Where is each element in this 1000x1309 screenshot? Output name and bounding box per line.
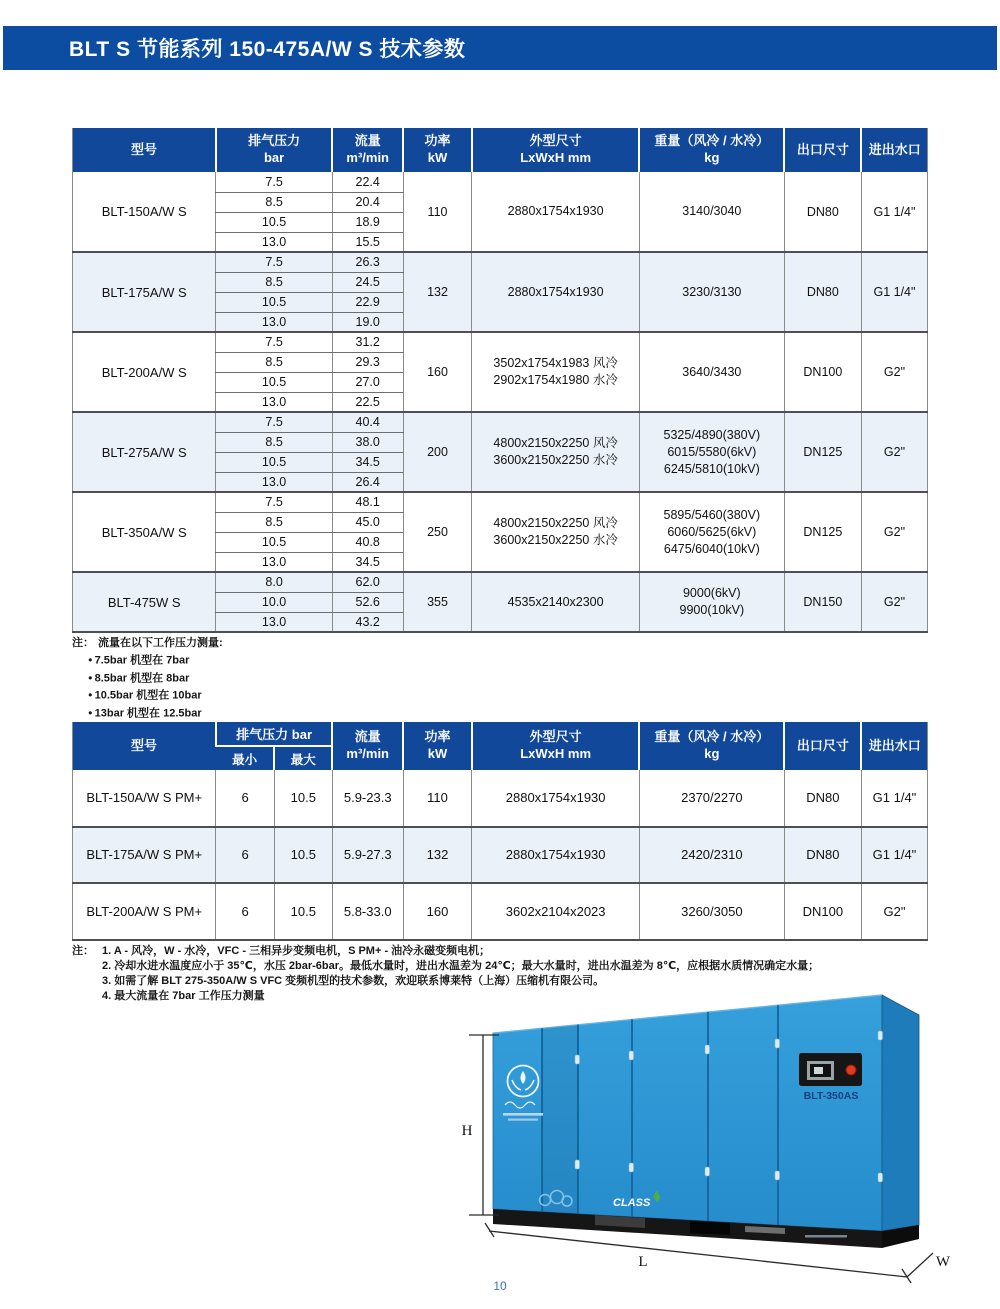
- column-header: [861, 128, 927, 172]
- cell-power: 250: [403, 492, 472, 572]
- class-badge: CLASS: [613, 1197, 651, 1209]
- weight-line: 9000(6kV): [682, 586, 741, 600]
- table-row: [73, 492, 928, 512]
- cell-flow: 48.1: [332, 492, 403, 512]
- model-block: [73, 252, 928, 332]
- model-block: [73, 332, 928, 412]
- cell-model: BLT-475W S: [73, 572, 216, 632]
- cell-flow: 40.4: [332, 412, 403, 432]
- column-header-line: 外型尺寸: [529, 729, 582, 745]
- cell-model: BLT-175A/W S PM+: [73, 827, 216, 884]
- cell-outlet-size: DN125: [784, 492, 861, 572]
- table-body: [73, 770, 928, 940]
- cell-pressure: 8.0: [216, 572, 332, 592]
- cell-pressure-min: 6: [216, 827, 274, 884]
- cell-power: 160: [403, 332, 472, 412]
- table-row: [73, 412, 928, 432]
- cell-flow: 27.0: [332, 372, 403, 392]
- header-row: [73, 128, 928, 172]
- cell-flow: 38.0: [332, 432, 403, 452]
- cell-power: 200: [403, 412, 472, 492]
- cell-flow: 5.8-33.0: [332, 883, 403, 940]
- column-header-line: 外型尺寸: [529, 133, 582, 149]
- cell-dimensions: [472, 572, 640, 632]
- cell-dimensions: [472, 332, 640, 412]
- model-block: [73, 572, 928, 632]
- cell-flow: 34.5: [332, 452, 403, 472]
- note-flow-measurement: [72, 636, 223, 721]
- note-bullet-item: ● 13bar 机型在 12.5bar: [88, 705, 223, 722]
- model-block: [73, 172, 928, 252]
- cell-pressure-min: 6: [216, 883, 274, 940]
- cell-outlet-size: DN80: [784, 252, 861, 332]
- cell-pressure: 7.5: [216, 492, 332, 512]
- cell-outlet-size: DN80: [784, 770, 861, 827]
- column-header: [472, 722, 640, 770]
- cell-water-port: G1 1/4": [861, 827, 927, 884]
- column-header-line: 重量（风冷 / 水冷）: [654, 729, 770, 745]
- table-row: [73, 172, 928, 192]
- cell-pressure: 10.5: [216, 532, 332, 552]
- cell-dimensions: [472, 412, 640, 492]
- cell-flow: 40.8: [332, 532, 403, 552]
- cell-outlet-size: DN100: [784, 332, 861, 412]
- cell-outlet-size: DN80: [784, 172, 861, 252]
- cell-model: BLT-150A/W S: [73, 172, 216, 252]
- cell-pressure: 8.5: [216, 192, 332, 212]
- cell-pressure: 10.5: [216, 212, 332, 232]
- column-header-line: 重量（风冷 / 水冷）: [654, 133, 770, 149]
- cell-pressure-min: 6: [216, 770, 274, 827]
- table-row: [73, 252, 928, 272]
- column-header-line: m³/min: [346, 150, 390, 165]
- cell-model: BLT-275A/W S: [73, 412, 216, 492]
- cell-pressure: 13.0: [216, 552, 332, 572]
- column-header-line: 出口尺寸: [796, 737, 849, 753]
- weight-line: 6245/5810(10kV): [663, 461, 760, 476]
- column-header: [861, 722, 927, 770]
- cell-weight: [639, 492, 784, 572]
- column-subheader: 最小: [216, 746, 274, 770]
- column-header-line: 功率: [424, 133, 451, 149]
- cell-dimensions: [472, 252, 640, 332]
- cabinet-side-face: [882, 995, 919, 1231]
- column-header-line: 型号: [130, 737, 157, 753]
- panel-strip-shade: [542, 1025, 578, 1214]
- column-header-line: LxWxH mm: [520, 746, 592, 761]
- cell-pressure-max: 10.5: [274, 770, 332, 827]
- cell-pressure-max: 10.5: [274, 883, 332, 940]
- cell-weight: [639, 172, 784, 252]
- note-label: 注：: [72, 637, 94, 649]
- column-header: [73, 722, 216, 770]
- cell-weight: 2420/2310: [639, 827, 784, 884]
- cell-flow: 15.5: [332, 232, 403, 252]
- cell-weight: [639, 332, 784, 412]
- cell-water-port: G1 1/4": [861, 252, 927, 332]
- cell-water-port: G1 1/4": [861, 770, 927, 827]
- cell-flow: 5.9-23.3: [332, 770, 403, 827]
- cell-flow: 29.3: [332, 352, 403, 372]
- column-header: [216, 128, 332, 172]
- weight-line: 6060/5625(6kV): [667, 524, 757, 539]
- column-header: [472, 128, 640, 172]
- cell-weight: [639, 572, 784, 632]
- cell-pressure: 10.5: [216, 452, 332, 472]
- column-header: [639, 128, 784, 172]
- cell-model: BLT-350A/W S: [73, 492, 216, 572]
- dimension-line: 2902x1754x1980 水冷: [493, 373, 618, 387]
- cell-pressure: 13.0: [216, 472, 332, 492]
- cell-pressure: 7.5: [216, 172, 332, 192]
- column-header: [403, 128, 472, 172]
- column-header: [403, 722, 472, 770]
- cell-pressure: 8.5: [216, 272, 332, 292]
- dimension-label-height: H: [461, 1123, 473, 1139]
- column-header-line: 出口尺寸: [796, 141, 849, 157]
- column-header-line: 流量: [354, 133, 381, 149]
- column-header: [784, 128, 861, 172]
- cell-water-port: G1 1/4": [861, 172, 927, 252]
- cell-water-port: G2": [861, 412, 927, 492]
- cell-flow: 62.0: [332, 572, 403, 592]
- cell-power: 355: [403, 572, 472, 632]
- cell-pressure: 13.0: [216, 232, 332, 252]
- base-vent: [690, 1221, 730, 1235]
- column-header: [639, 722, 784, 770]
- cell-pressure: 7.5: [216, 412, 332, 432]
- note-bullet-list: [88, 652, 223, 721]
- cell-dimensions: [472, 492, 640, 572]
- base-website-text: [805, 1235, 847, 1238]
- note-item: 2. 冷却水进水温度应小于 35℃，水压 2bar-6bar。最低水量时，进出水温差为 24℃；最大水量时，进出水温差为 8℃，应根据水质情况确定水量；: [102, 960, 820, 972]
- column-header-line: 型号: [130, 141, 157, 157]
- cell-dimensions: 3602x2104x2023: [472, 883, 640, 940]
- model-block: [73, 492, 928, 572]
- weight-line: 3640/3430: [682, 364, 742, 379]
- cell-flow: 22.4: [332, 172, 403, 192]
- spec-table-pm-variable-speed: [72, 722, 928, 941]
- column-header: [73, 128, 216, 172]
- dimension-line: 3600x2150x2250 水冷: [493, 453, 618, 467]
- dimension-line: 4800x2150x2250 风冷: [493, 436, 618, 450]
- weight-line: 9900(10kV): [679, 603, 745, 617]
- cell-water-port: G2": [861, 332, 927, 412]
- note-item: 4. 最大流量在 7bar 工作压力测量: [102, 990, 265, 1002]
- note-item: 1. A - 风冷，W - 水冷，VFC - 三相异步变频电机，S PM+ - 油冷永磁变频电机；: [102, 945, 491, 957]
- cell-flow: 18.9: [332, 212, 403, 232]
- note-intro: 流量在以下工作压力测量:: [98, 637, 223, 649]
- column-header-line: 排气压力: [248, 133, 301, 149]
- weight-line: 3230/3130: [682, 284, 742, 299]
- cell-flow: 31.2: [332, 332, 403, 352]
- cell-flow: 5.9-27.3: [332, 827, 403, 884]
- note-label: 注：: [72, 945, 94, 957]
- cell-flow: 22.5: [332, 392, 403, 412]
- cell-model: BLT-150A/W S PM+: [73, 770, 216, 827]
- cell-flow: 52.6: [332, 592, 403, 612]
- weight-line: 6475/6040(10kV): [663, 541, 760, 556]
- note-bullet-item: ● 10.5bar 机型在 10bar: [88, 687, 223, 704]
- weight-line: 5325/4890(380V): [663, 427, 761, 442]
- column-header: [784, 722, 861, 770]
- cell-dimensions: 2880x1754x1930: [472, 770, 640, 827]
- table-row: [73, 883, 928, 940]
- column-header: [332, 128, 403, 172]
- cell-model: BLT-200A/W S PM+: [73, 883, 216, 940]
- spec-table-fixed-speed: [72, 128, 928, 633]
- cell-dimensions: [472, 172, 640, 252]
- model-block: [73, 412, 928, 492]
- table-row: [73, 332, 928, 352]
- weight-line: 3140/3040: [682, 204, 742, 218]
- column-header-line: kW: [427, 150, 448, 165]
- cell-pressure: 8.5: [216, 352, 332, 372]
- column-header-line: bar: [263, 150, 285, 165]
- table-row: [73, 770, 928, 827]
- cell-flow: 19.0: [332, 312, 403, 332]
- header-row: [73, 722, 928, 746]
- cell-pressure: 10.0: [216, 592, 332, 612]
- cell-weight: [639, 252, 784, 332]
- note-intro-row: [72, 636, 223, 651]
- cell-pressure: 8.5: [216, 512, 332, 532]
- cell-pressure: 13.0: [216, 312, 332, 332]
- column-header-line: 进出水口: [868, 141, 921, 157]
- cell-pressure: 13.0: [216, 612, 332, 632]
- dimension-line: 2880x1754x1930: [507, 284, 604, 299]
- weight-line: 5895/5460(380V): [663, 507, 761, 522]
- control-panel: [799, 1053, 862, 1086]
- cell-model: BLT-175A/W S: [73, 252, 216, 332]
- cell-flow: 26.3: [332, 252, 403, 272]
- emergency-stop-button: [846, 1065, 856, 1075]
- cell-weight: [639, 412, 784, 492]
- table-header: [73, 722, 928, 770]
- dimension-label-width: W: [935, 1254, 951, 1270]
- column-header-line: kg: [704, 746, 720, 761]
- column-header-line: m³/min: [346, 746, 390, 761]
- cell-pressure: 10.5: [216, 292, 332, 312]
- page-number: 10: [493, 1279, 507, 1293]
- cell-outlet-size: DN100: [784, 883, 861, 940]
- cell-pressure-max: 10.5: [274, 827, 332, 884]
- display-screen: [814, 1067, 823, 1074]
- cell-model: BLT-200A/W S: [73, 332, 216, 412]
- table-row: [73, 827, 928, 884]
- dimension-label-length: L: [638, 1254, 648, 1270]
- cell-flow: 43.2: [332, 612, 403, 632]
- page-title: BLT S 节能系列 150-475A/W S 技术参数: [69, 38, 466, 61]
- page-title-bar: [3, 26, 997, 70]
- cell-weight: 3260/3050: [639, 883, 784, 940]
- column-header-line: 流量: [354, 729, 381, 745]
- cell-pressure: 8.5: [216, 432, 332, 452]
- dimension-line: 4800x2150x2250 风冷: [493, 516, 618, 530]
- compressor-illustration: [445, 985, 960, 1285]
- table-row: [73, 572, 928, 592]
- column-header-line: kg: [704, 150, 720, 165]
- cell-power: 110: [403, 770, 472, 827]
- note-bullet-item: ● 7.5bar 机型在 7bar: [88, 652, 223, 669]
- column-header: [332, 722, 403, 770]
- cell-dimensions: 2880x1754x1930: [472, 827, 640, 884]
- cell-outlet-size: DN80: [784, 827, 861, 884]
- cell-power: 110: [403, 172, 472, 252]
- note-bullet-item: ● 8.5bar 机型在 8bar: [88, 670, 223, 687]
- cell-flow: 22.9: [332, 292, 403, 312]
- dimension-line: 4535x2140x2300: [507, 594, 604, 609]
- weight-line: 6015/5580(6kV): [667, 444, 757, 459]
- cell-power: 160: [403, 883, 472, 940]
- table-header: [73, 128, 928, 172]
- dimension-line: 2880x1754x1930: [507, 204, 604, 218]
- dimension-line: 3502x1754x1983 风冷: [493, 356, 618, 370]
- cell-pressure: 13.0: [216, 392, 332, 412]
- cell-outlet-size: DN150: [784, 572, 861, 632]
- column-subheader: 最大: [274, 746, 332, 770]
- note-item: 3. 如需了解 BLT 275-350A/W S VFC 变频机型的技术参数，欢迎联系博莱特（上海）压缩机有限公司。: [102, 975, 605, 987]
- cell-flow: 34.5: [332, 552, 403, 572]
- cell-water-port: G2": [861, 572, 927, 632]
- cell-flow: 20.4: [332, 192, 403, 212]
- column-header-line: LxWxH mm: [520, 150, 592, 165]
- cell-power: 132: [403, 827, 472, 884]
- cell-water-port: G2": [861, 883, 927, 940]
- column-header-line: 进出水口: [868, 737, 921, 753]
- cell-pressure: 7.5: [216, 332, 332, 352]
- column-header-line: 功率: [424, 729, 451, 745]
- dimension-line: 3600x2150x2250 水冷: [493, 533, 618, 547]
- model-nameplate: BLT-350AS: [803, 1090, 859, 1102]
- cell-pressure: 10.5: [216, 372, 332, 392]
- column-header: 排气压力 bar: [216, 722, 332, 746]
- column-header-line: kW: [427, 746, 448, 761]
- cell-weight: 2370/2270: [639, 770, 784, 827]
- cell-pressure: 7.5: [216, 252, 332, 272]
- cell-flow: 45.0: [332, 512, 403, 532]
- cell-outlet-size: DN125: [784, 412, 861, 492]
- cell-flow: 26.4: [332, 472, 403, 492]
- cell-flow: 24.5: [332, 272, 403, 292]
- cell-power: 132: [403, 252, 472, 332]
- cell-water-port: G2": [861, 492, 927, 572]
